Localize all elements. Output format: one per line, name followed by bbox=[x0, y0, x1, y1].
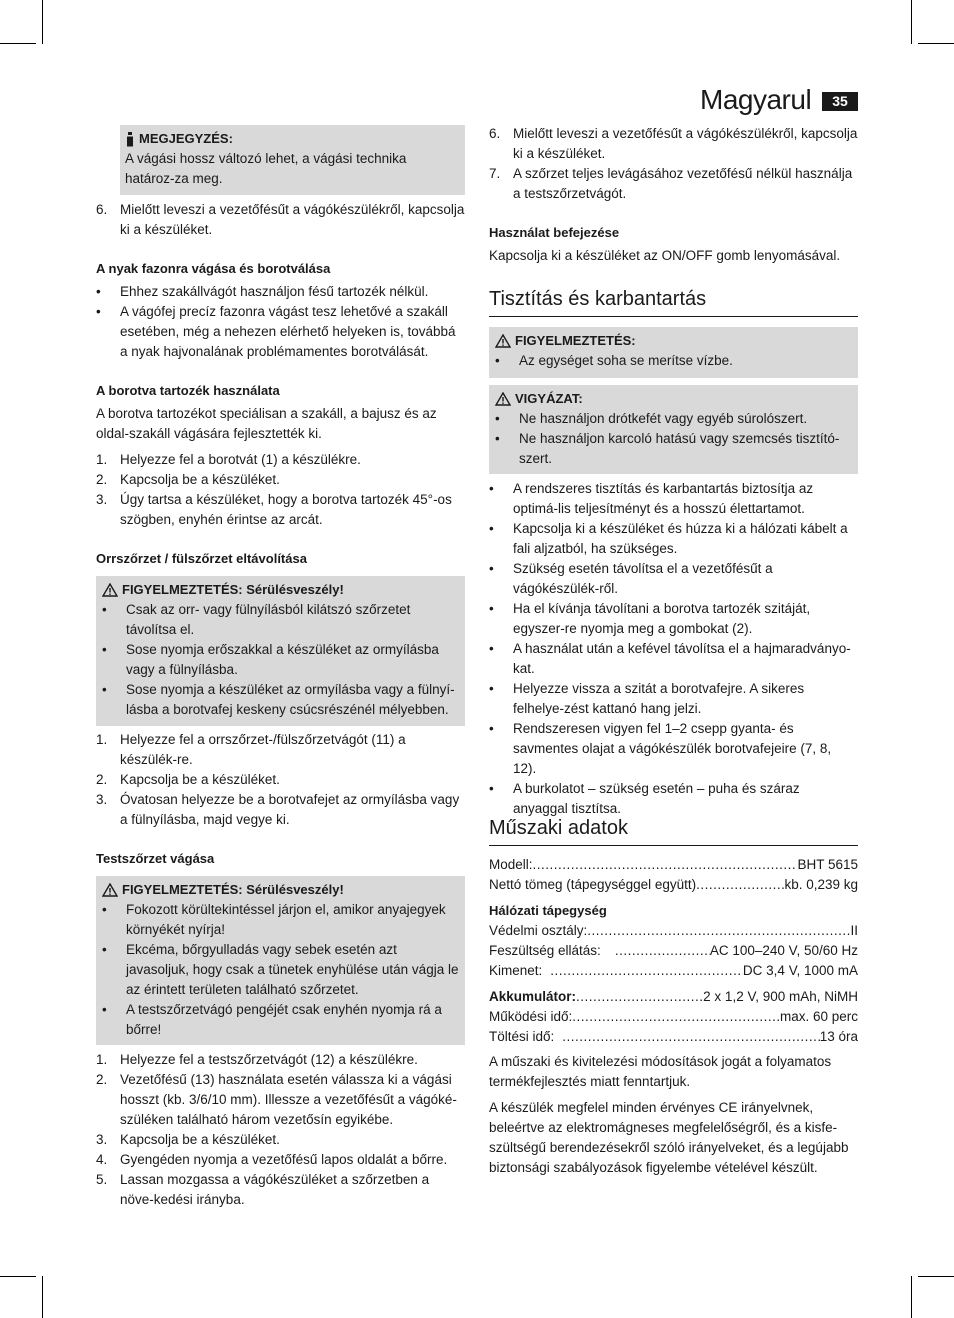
list-item: • Az egységet soha se merítse vízbe. bbox=[495, 353, 733, 368]
specs-note-1: A műszaki és kivitelezési módosítások jogát a folyamatos termékfejlesztés miatt fenntartjuk. bbox=[489, 1054, 832, 1089]
caution-title: VIGYÁZAT: bbox=[495, 389, 852, 409]
warning-title: FIGYELMEZTETÉS: Sérülésveszély! bbox=[102, 580, 459, 600]
crop-mark bbox=[918, 43, 954, 44]
list-item: • Ehhez szakállvágót használjon fésű tartozék nélkül. bbox=[96, 284, 429, 299]
list-item: 3. Óvatosan helyezze be a borotvafejet az ormyílásba vagy a fülnyílásba, majd vegye ki. bbox=[96, 792, 460, 827]
list-item: • Csak az orr- vagy fülnyílásból kilátszó szőrzetet távolítsa el. bbox=[102, 602, 411, 637]
section-heading-nose: Orrszőrzet / fülszőrzet eltávolítása bbox=[96, 551, 307, 566]
list-item: • Fokozott körültekintéssel járjon el, amikor anyajegyek környékét nyírja! bbox=[102, 902, 446, 937]
section-heading-specs: Műszaki adatok bbox=[489, 815, 858, 846]
section-heading-shaver: A borotva tartozék használata bbox=[96, 383, 280, 398]
info-icon bbox=[125, 132, 135, 147]
spec-heading-psu: Hálózati tápegység bbox=[489, 903, 607, 918]
list-item: • A burkolatot – szükség esetén – puha és száraz anyaggal tisztítsa. bbox=[489, 781, 800, 816]
warning-triangle-icon bbox=[495, 392, 511, 406]
list-item: • Helyezze vissza a szitát a borotvafejre. A sikeres felhelye-zést kattanó hang jelzi. bbox=[489, 681, 805, 716]
note-text: A vágási hossz változó lehet, a vágási technika határoz-za meg. bbox=[125, 151, 407, 186]
spec-row-model: Modell: ..... BHT 5615 bbox=[489, 855, 858, 875]
section-heading-cleaning: Tisztítás és karbantartás bbox=[489, 286, 858, 317]
page-number: 35 bbox=[822, 92, 858, 111]
list-item: 3. Úgy tartsa a készüléket, hogy a borotva tartozék 45°-os szögben, enyhén érintse az arcát. bbox=[96, 492, 452, 527]
list-item: 2. Kapcsolja be a készüléket. bbox=[96, 472, 280, 487]
list-item: 4. Gyengéden nyomja a vezetőfésű lapos oldalát a bőrre. bbox=[96, 1152, 448, 1167]
list-item: • Szükség esetén távolítsa el a vezetőfésűt a vágókészülék-ről. bbox=[489, 561, 773, 596]
list-item: • A testszőrzetvágó pengéjét csak enyhén nyomja rá a bőrre! bbox=[102, 1002, 442, 1037]
shaver-steps bbox=[96, 450, 465, 530]
spec-row-battery: Akkumulátor: ..... 2 x 1,2 V, 900 mAh, NiMH bbox=[489, 987, 858, 1007]
note-box bbox=[120, 125, 465, 195]
warning-box bbox=[96, 876, 465, 1045]
section-heading-neck: A nyak fazonra vágása és borotválása bbox=[96, 261, 331, 276]
spec-row-charge: Töltési idő: ..... 13 óra bbox=[489, 1027, 858, 1047]
crop-mark bbox=[918, 1276, 954, 1277]
section-heading-finish: Használat befejezése bbox=[489, 225, 620, 240]
list-item: 6. Mielőtt leveszi a vezetőfésűt a vágókészülékről, kapcsolja ki a készüléket. bbox=[96, 202, 465, 237]
list-item: 7. A szőrzet teljes levágásához vezetőfésű nélkül használja a testszőrzetvágót. bbox=[489, 166, 853, 201]
warning-triangle-icon bbox=[102, 883, 118, 897]
list-item: • A rendszeres tisztítás és karbantartás biztosítja az optimá-lis teljesítményt és a hosszú élettartamot. bbox=[489, 481, 814, 516]
cleaning-bullets bbox=[489, 479, 858, 819]
warning-box bbox=[489, 327, 858, 378]
shaver-intro: A borotva tartozékot speciálisan a szakáll, a bajusz és az oldal-szakáll vágására fejlesztették ki. bbox=[96, 406, 437, 441]
list-item: 1. Helyezze fel a orrszőrzet-/fülszőrzetvágót (11) a készülék-re. bbox=[96, 732, 406, 767]
spec-row-protection: Védelmi osztály: ..... II bbox=[489, 921, 858, 941]
note-title: MEGJEGYZÉS: bbox=[125, 129, 459, 149]
list-item: • Ha el kívánja távolítani a borotva tartozék szitáját, egyszer-re nyomja meg a gombokat (2). bbox=[489, 601, 811, 636]
list-item: 1. Helyezze fel a borotvát (1) a készülékre. bbox=[96, 452, 361, 467]
page-language-title: Magyarul bbox=[700, 84, 812, 115]
warning-title: FIGYELMEZTETÉS: Sérülésveszély! bbox=[102, 880, 459, 900]
crop-mark bbox=[911, 1276, 912, 1318]
list-item: • A vágófej precíz fazonra vágást tesz lehetővé a szakáll esetében, még a nehezen elérhető helyeken is, továbbá a nyak hajvonalának problémamentes borotválását. bbox=[96, 304, 456, 359]
list-item: 2. Kapcsolja be a készüléket. bbox=[96, 772, 280, 787]
crop-mark bbox=[42, 1276, 43, 1318]
list-item: 6. Mielőtt leveszi a vezetőfésűt a vágókészülékről, kapcsolja ki a készüléket. bbox=[489, 126, 858, 161]
warning-triangle-icon bbox=[102, 583, 118, 597]
list-item: • Ne használjon drótkefét vagy egyéb súrolószert. bbox=[495, 411, 808, 426]
list-item: • Ekcéma, bőrgyulladás vagy sebek esetén azt javasoljuk, hogy csak a tünetek enyhülése után vágja le az érintett területen található szőrzetet. bbox=[102, 942, 459, 997]
list-item: 1. Helyezze fel a testszőrzetvágót (12) a készülékre. bbox=[96, 1052, 418, 1067]
specs-list bbox=[489, 855, 858, 1047]
warning-box bbox=[96, 576, 465, 726]
warning-triangle-icon bbox=[495, 334, 511, 348]
list-item: 5. Lassan mozgassa a vágókészüléket a szőrzetben a növe-kedési irányba. bbox=[96, 1172, 430, 1207]
spec-row-output: Kimenet: ..... DC 3,4 V, 1000 mA bbox=[489, 961, 858, 981]
warning-title: FIGYELMEZTETÉS: bbox=[495, 331, 852, 351]
crop-mark bbox=[42, 0, 43, 44]
list-item: 2. Vezetőfésű (13) használata esetén válassza ki a vágási hosszt (kb. 3/6/10 mm). Illessze a vezetőfésűt a vágóké-szüléken található három vezetősín egyikébe. bbox=[96, 1072, 457, 1127]
list-item: 3. Kapcsolja be a készüléket. bbox=[96, 1132, 280, 1147]
finish-text: Kapcsolja ki a készüléket az ON/OFF gomb lenyomásával. bbox=[489, 248, 841, 263]
list-item: • A használat után a kefével távolítsa el a hajmaradványo-kat. bbox=[489, 641, 851, 676]
caution-box bbox=[489, 385, 858, 474]
crop-mark bbox=[911, 0, 912, 44]
list-item: • Ne használjon karcoló hatású vagy szemcsés tisztító-szert. bbox=[495, 431, 840, 466]
right-steps bbox=[489, 124, 858, 204]
neck-bullets bbox=[96, 282, 465, 362]
list-item: • Rendszeresen vigyen fel 1–2 csepp gyanta- és savmentes olajat a vágókészülék borotvafejeire (7, 8, 12). bbox=[489, 721, 832, 776]
spec-row-runtime: Működési idő: ..... max. 60 perc bbox=[489, 1007, 858, 1027]
crop-mark bbox=[0, 43, 36, 44]
specs-note-2: A készülék megfelel minden érvényes CE irányelvnek, beleértve az elektromágneses megfelelőségről, és a kisfe-szültségű berendezésekről szóló irányelveket, és a legújabb biztonsági szabályozások figyelembe vételével készült. bbox=[489, 1100, 849, 1175]
section-heading-body: Testszőrzet vágása bbox=[96, 851, 215, 866]
list-item: • Kapcsolja ki a készüléket és húzza ki a hálózati kábelt a fali aljzatból, ha szükséges. bbox=[489, 521, 848, 556]
nose-steps bbox=[96, 730, 465, 830]
list-item: • Sose nyomja erőszakkal a készüléket az ormyílásba vagy a fülnyílásba. bbox=[102, 642, 439, 677]
list-item: • Sose nyomja a készüléket az ormyílásba vagy a fülnyí-lásba a borotvafej keskeny csúcsrészénél mélyebben. bbox=[102, 682, 455, 717]
body-steps bbox=[96, 1050, 465, 1210]
crop-mark bbox=[0, 1276, 36, 1277]
spec-row-voltage: Feszültség ellátás: ..... AC 100–240 V, 50/60 Hz bbox=[489, 941, 858, 961]
spec-row-weight: Nettó tömeg (tápegységgel együtt) ..... kb. 0,239 kg bbox=[489, 875, 858, 895]
